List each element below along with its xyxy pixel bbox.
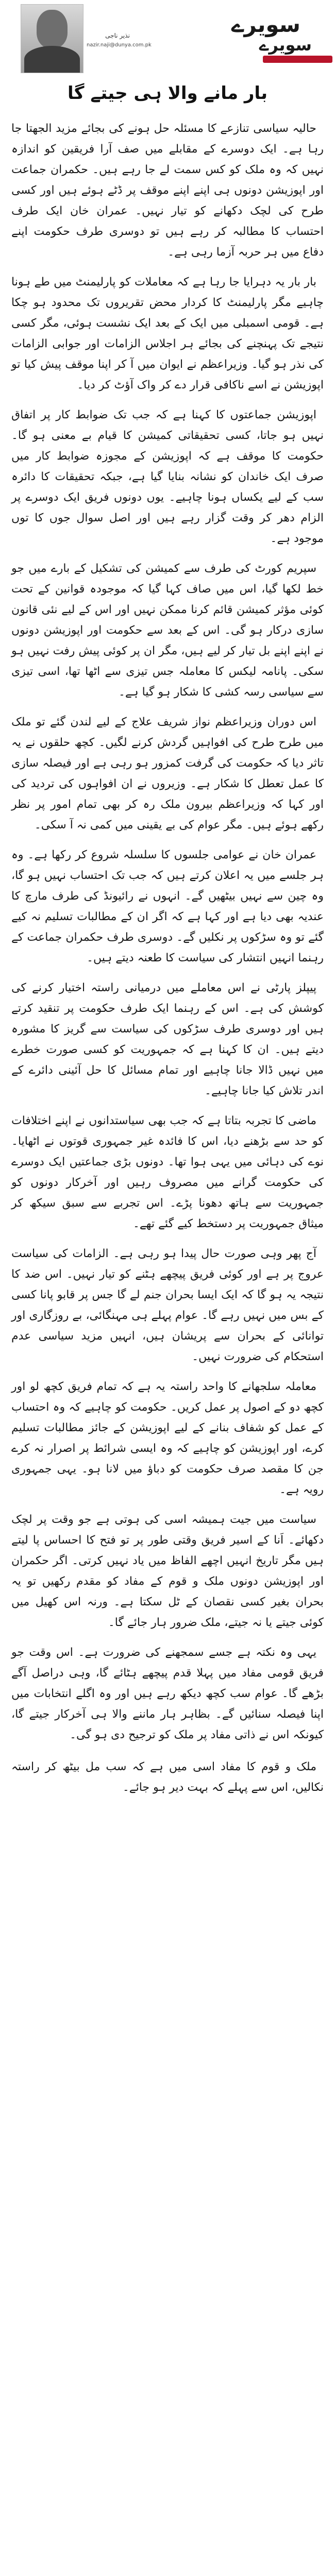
article-title: بار مانے والا ہی جیتے گا (68, 83, 267, 104)
portrait-head (37, 10, 68, 48)
paragraph: پیپلز پارٹی نے اس معاملے میں درمیانی راستہ اختیار کرنے کی کوشش کی ہے۔ اس کے رہنما ایک طرف حکومت پر تنقید کرتے ہیں اور دوسری طرف سڑکوں کی سیاست سے گریز کا مشورہ دیتے ہیں۔ ان کا کہنا ہے کہ جمہوریت کو کسی صورت خطرے میں نہیں ڈالا جانا چاہیے اور تمام مسائل کا حل آئینی دائرے کے اندر تلاش کیا جانا چاہیے۔ (11, 981, 324, 1097)
paragraph: آج پھر وہی صورت حال پیدا ہو رہی ہے۔ الزامات کی سیاست عروج پر ہے اور کوئی فریق پیچھے ہٹنے کو تیار نہیں۔ اس ضد کا نتیجہ یہ ہو گا کہ ایک ایسا بحران جنم لے گا جس پر قابو پانا کسی کے بس میں نہیں رہے گا۔ عوام پہلے ہی مہنگائی، بے روزگاری اور توانائی کے بحران سے پریشان ہیں، انہیں مزید سیاسی عدم استحکام کی ضرورت نہیں۔ (11, 1247, 324, 1363)
closing-line: ملک و قوم کا مفاد اسی میں ہے کہ سب مل بیٹھ کر راستہ نکالیں، اس سے پہلے کہ بہت دیر ہو جائے۔ (11, 1760, 324, 1794)
paragraph: یہی وہ نکتہ ہے جسے سمجھنے کی ضرورت ہے۔ اس وقت جو فریق قومی مفاد میں پہلا قدم پیچھے ہٹائے گا، وہی دراصل آگے بڑھے گا۔ عوام سب کچھ دیکھ رہے ہیں اور وہ اگلے انتخابات میں اپنا فیصلہ سنائیں گے۔ بظاہر ہار ماننے والا ہی آخرکار جیتے گا، کیونکہ اس نے ذاتی مفاد پر ملک کو ترجیح دی ہو گی۔ (11, 1646, 324, 1741)
paragraph: بار بار یہ دہرایا جا رہا ہے کہ معاملات کو پارلیمنٹ میں طے ہونا چاہیے مگر پارلیمنٹ کا کردار محض تقریروں تک محدود ہو چکا ہے۔ قومی اسمبلی میں ایک کے بعد ایک نشست ہوئی، مگر کسی نتیجے تک پہنچنے کی بجائے ہر اجلاس الزامات اور جوابی الزامات کی نذر ہو گیا۔ وزیراعظم نے ایوان میں آ کر اپنا موقف پیش کیا تو اپوزیشن نے اسے ناکافی قرار دے کر واک آؤٹ کر دیا۔ (11, 276, 324, 392)
column-logo (231, 10, 332, 67)
paragraph: سپریم کورٹ کی طرف سے کمیشن کی تشکیل کے بارے میں جو خط لکھا گیا، اس میں صاف کہا گیا کہ موجودہ قوانین کے تحت کوئی مؤثر کمیشن قائم کرنا ممکن نہیں اور اس کے لیے نئی قانون سازی درکار ہو گی۔ اس کے بعد سے حکومت اور اپوزیشن دونوں نے اپنے اپنے بل تیار کر لیے ہیں، مگر ان پر کوئی پیش رفت نہیں ہو سکی۔ پانامہ لیکس کا معاملہ جس تیزی سے اٹھا تھا، اسی تیزی سے سیاسی رسہ کشی کا شکار ہو گیا ہے۔ (11, 562, 324, 699)
paragraph: معاملہ سلجھانے کا واحد راستہ یہ ہے کہ تمام فریق کچھ لو اور کچھ دو کے اصول پر عمل کریں۔ حکومت کو چاہیے کہ وہ احتساب کے عمل کو شفاف بنانے کے لیے اپوزیشن کے جائز مطالبات تسلیم کرے، اور اپوزیشن کو چاہیے کہ وہ ایسی شرائط پر اصرار نہ کرے جن کا مقصد صرف حکومت کو دباؤ میں لانا ہو۔ یہی جمہوری رویہ ہے۔ (11, 1380, 324, 1496)
column-header (0, 0, 335, 77)
paragraph: حالیہ سیاسی تنازعے کا مسئلہ حل ہونے کی بجائے مزید الجھتا جا رہا ہے۔ ایک دوسرے کے مقابلے میں صف آرا فریقین کو اندازہ نہیں کہ وہ ملک کو کس سمت لے جا رہے ہیں۔ حکمران جماعت اور اپوزیشن دونوں ہی اپنے اپنے موقف پر ڈٹے ہوئے ہیں اور کسی طرح کی لچک دکھانے کو تیار نہیں۔ عمران خان ایک طرف احتساب کا مطالبہ کر رہے ہیں تو دوسری طرف حکومت اپنے دفاع میں ہر حربہ آزما رہی ہے۔ (11, 122, 324, 259)
paragraph: ماضی کا تجربہ بتاتا ہے کہ جب بھی سیاستدانوں نے اپنے اختلافات کو حد سے بڑھنے دیا، اس کا فائدہ غیر جمہوری قوتوں نے اٹھایا۔ نوے کی دہائی میں یہی ہوا تھا۔ دونوں بڑی جماعتیں ایک دوسرے کی حکومت گرانے میں مصروف رہیں اور آخرکار دونوں کو جمہوریت سے ہاتھ دھونا پڑے۔ اس تجربے سے سبق سیکھ کر میثاق جمہوریت پر دستخط کیے گئے تھے۔ (11, 1114, 324, 1230)
portrait-shoulders (24, 46, 80, 73)
paragraph: اپوزیشن جماعتوں کا کہنا ہے کہ جب تک ضوابط کار پر اتفاق نہیں ہو جاتا، کسی تحقیقاتی کمیشن کا قیام بے معنی ہو گا۔ حکومت کا موقف ہے کہ اپوزیشن کے مجوزہ ضوابط کار میں صرف ایک خاندان کو نشانہ بنایا گیا ہے، جبکہ تحقیقات کا دائرہ سب کے لیے یکساں ہونا چاہیے۔ یوں دونوں فریق ایک دوسرے پر الزام دھر کر وقت گزار رہے ہیں اور اصل سوال جوں کا توں موجود ہے۔ (11, 409, 324, 545)
logo-line-1: سویرے (231, 12, 300, 37)
author-portrait (21, 4, 83, 73)
paragraph: سیاست میں جیت ہمیشہ اسی کی ہوتی ہے جو وقت پر لچک دکھائے۔ اَنا کے اسیر فریق وقتی طور پر تو فتح کا احساس پا لیتے ہیں مگر تاریخ انہیں اچھے الفاظ میں یاد نہیں کرتی۔ اگر حکمران اور اپوزیشن دونوں ملک و قوم کے مفاد کو مقدم رکھیں تو یہ بحران بغیر کسی نقصان کے ٹل سکتا ہے۔ ورنہ اس کھیل میں کوئی جیتے یا نہ جیتے، ملک ضرور ہار جائے گا۔ (11, 1513, 324, 1629)
article-body (11, 118, 324, 1807)
paragraph: اس دوران وزیراعظم نواز شریف علاج کے لیے لندن گئے تو ملک میں طرح طرح کی افواہیں گردش کرنے لگیں۔ کچھ حلقوں نے یہ تاثر دیا کہ حکومت کی گرفت کمزور ہو رہی ہے اور فیصلہ سازی کا عمل تعطل کا شکار ہے۔ وزیروں نے ان افواہوں کی تردید کی اور کہا کہ وزیراعظم بیرون ملک رہ کر بھی تمام امور پر نظر رکھے ہوئے ہیں۔ مگر عوام کی بے یقینی میں کمی نہ آ سکی۔ (11, 716, 324, 832)
author-name: نذیر ناجی (105, 32, 130, 39)
author-email: nazir.naji@dunya.com.pk (87, 42, 152, 48)
logo-brush-stroke (263, 56, 332, 63)
paragraph: عمران خان نے عوامی جلسوں کا سلسلہ شروع کر رکھا ہے۔ وہ ہر جلسے میں یہ اعلان کرتے ہیں کہ جب تک احتساب نہیں ہو گا، وہ چین سے نہیں بیٹھیں گے۔ انہوں نے رائیونڈ کی طرف مارچ کا عندیہ بھی دیا ہے اور کہا ہے کہ اگر ان کے مطالبات تسلیم نہ کیے گئے تو وہ سڑکوں پر نکلیں گے۔ دوسری طرف حکمران جماعت کے رہنما انہیں انتشار کی سیاست کا طعنہ دیتے ہیں۔ (11, 849, 324, 964)
logo-line-2: سویرے (259, 35, 312, 55)
